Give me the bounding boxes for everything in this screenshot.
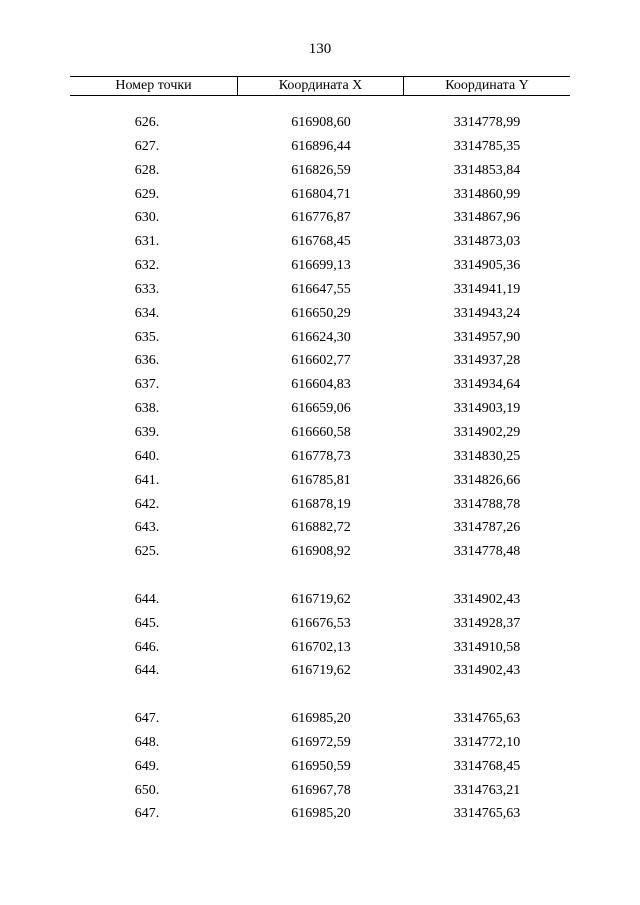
coordinate-y-cell: 3314910,58 xyxy=(453,639,521,655)
coordinate-y-cell: 3314905,36 xyxy=(453,258,521,274)
coordinate-y-cell: 3314860,99 xyxy=(453,186,521,202)
coordinate-y-cell: 3314957,90 xyxy=(453,329,521,345)
coordinate-y-cell: 3314768,45 xyxy=(453,758,521,774)
table-row xyxy=(70,731,570,755)
coordinate-y-cell: 3314867,96 xyxy=(453,210,521,226)
point-number-cell: 649. xyxy=(134,758,160,774)
coordinate-y-cell: 3314778,99 xyxy=(453,115,521,130)
coordinate-x-cell: 616719,62 xyxy=(291,663,351,679)
point-number-cell: 644. xyxy=(134,663,160,679)
point-number-cell: 647. xyxy=(134,806,160,822)
coordinate-y-cell: 3314772,10 xyxy=(453,734,521,750)
point-number-cell: 637. xyxy=(134,377,160,393)
point-number-cell: 642. xyxy=(134,496,160,512)
coordinate-y-cell: 3314928,37 xyxy=(453,615,521,631)
coordinate-y-cell: 3314934,64 xyxy=(453,377,521,393)
point-number-cell: 646. xyxy=(134,639,160,655)
coordinate-x-cell: 616602,77 xyxy=(291,353,351,369)
point-number-cell: 629. xyxy=(134,186,160,202)
point-number-cell: 648. xyxy=(134,734,160,750)
table-row xyxy=(70,588,570,612)
point-number-cell: 627. xyxy=(134,138,160,154)
table-row xyxy=(70,278,570,302)
coordinate-y-cell: 3314902,43 xyxy=(453,663,521,679)
table-row xyxy=(70,349,570,373)
coordinate-y-cell: 3314873,03 xyxy=(453,234,521,250)
coordinate-x-cell: 616950,59 xyxy=(291,758,351,774)
table-row xyxy=(70,779,570,803)
coordinate-x-cell: 616896,44 xyxy=(291,138,351,154)
point-number-cell: 640. xyxy=(134,448,160,464)
table-row xyxy=(70,636,570,660)
coordinate-x-cell: 616702,13 xyxy=(291,639,351,655)
header-coordinate-x: Координата X xyxy=(238,77,404,95)
group-separator xyxy=(70,564,570,588)
point-number-cell: 639. xyxy=(134,424,160,440)
table-row xyxy=(70,159,570,183)
table-row xyxy=(70,469,570,493)
coordinate-x-cell: 616604,83 xyxy=(291,377,351,393)
coordinate-x-cell: 616882,72 xyxy=(291,520,351,536)
table-row xyxy=(70,755,570,779)
table-row xyxy=(70,135,570,159)
table-row xyxy=(70,326,570,350)
point-number-cell: 631. xyxy=(134,234,160,250)
point-number-cell: 632. xyxy=(134,258,160,274)
group-separator xyxy=(70,683,570,707)
coordinate-x-cell: 616785,81 xyxy=(291,472,351,488)
point-number-cell: 650. xyxy=(134,782,160,798)
coordinate-x-cell: 616908,60 xyxy=(291,115,351,130)
coordinate-y-cell: 3314941,19 xyxy=(453,281,521,297)
point-number-cell: 625. xyxy=(134,544,160,560)
coordinate-x-cell: 616624,30 xyxy=(291,329,351,345)
point-number-cell: 626. xyxy=(134,115,160,130)
point-number-cell: 647. xyxy=(134,711,160,727)
coordinate-y-cell: 3314902,43 xyxy=(453,591,521,607)
header-point-number: Номер точки xyxy=(70,77,238,95)
point-number-cell: 643. xyxy=(134,520,160,536)
table-row xyxy=(70,659,570,683)
coordinate-y-cell: 3314778,48 xyxy=(453,544,521,560)
coordinate-y-cell: 3314785,35 xyxy=(453,138,521,154)
page-number: 130 xyxy=(308,41,332,57)
point-number-cell: 636. xyxy=(134,353,160,369)
coordinate-x-cell: 616804,71 xyxy=(291,186,351,202)
table-row xyxy=(70,445,570,469)
coordinate-y-cell: 3314943,24 xyxy=(453,305,521,321)
coordinate-x-cell: 616776,87 xyxy=(291,210,351,226)
table-row xyxy=(70,421,570,445)
coordinate-x-cell: 616878,19 xyxy=(291,496,351,512)
point-number-cell: 638. xyxy=(134,401,160,417)
coordinate-y-cell: 3314763,21 xyxy=(453,782,521,798)
coordinate-x-cell: 616650,29 xyxy=(291,305,351,321)
coordinate-x-cell: 616768,45 xyxy=(291,234,351,250)
coordinate-x-cell: 616699,13 xyxy=(291,258,351,274)
coordinate-y-cell: 3314902,29 xyxy=(453,424,521,440)
table-row xyxy=(70,802,570,826)
table-header xyxy=(70,76,570,96)
point-number-cell: 641. xyxy=(134,472,160,488)
point-number-cell: 633. xyxy=(134,281,160,297)
coordinate-y-cell: 3314853,84 xyxy=(453,162,521,178)
table-row xyxy=(70,111,570,135)
coordinate-x-cell: 616647,55 xyxy=(291,281,351,297)
coordinate-x-cell: 616660,58 xyxy=(291,424,351,440)
coordinate-y-cell: 3314826,66 xyxy=(453,472,521,488)
table-row xyxy=(70,302,570,326)
coordinate-x-cell: 616659,06 xyxy=(291,401,351,417)
table-row xyxy=(70,707,570,731)
header-coordinate-y: Координата Y xyxy=(445,78,529,93)
coordinate-x-cell: 616972,59 xyxy=(291,734,351,750)
point-number-cell: 644. xyxy=(134,591,160,607)
coordinate-y-cell: 3314765,63 xyxy=(453,711,521,727)
table-row xyxy=(70,206,570,230)
point-number-cell: 628. xyxy=(134,162,160,178)
coordinate-y-cell: 3314937,28 xyxy=(453,353,521,369)
point-number-cell: 645. xyxy=(134,615,160,631)
coordinate-x-cell: 616967,78 xyxy=(291,782,351,798)
coordinate-x-cell: 616826,59 xyxy=(291,162,351,178)
coordinate-x-cell: 616676,53 xyxy=(291,615,351,631)
table-row xyxy=(70,373,570,397)
table-row xyxy=(70,397,570,421)
point-number-cell: 635. xyxy=(134,329,160,345)
table-row xyxy=(70,230,570,254)
coordinate-x-cell: 616985,20 xyxy=(291,806,351,822)
coordinate-y-cell: 3314903,19 xyxy=(453,401,521,417)
point-number-cell: 630. xyxy=(134,210,160,226)
table-row xyxy=(70,612,570,636)
coordinates-table-body xyxy=(70,111,570,826)
table-row xyxy=(70,254,570,278)
table-row xyxy=(70,516,570,540)
coordinate-y-cell: 3314788,78 xyxy=(453,496,521,512)
coordinate-x-cell: 616985,20 xyxy=(291,711,351,727)
coordinate-x-cell: 616908,92 xyxy=(291,544,351,560)
coordinate-y-cell: 3314787,26 xyxy=(453,520,521,536)
table-row xyxy=(70,493,570,517)
table-row xyxy=(70,183,570,207)
coordinate-x-cell: 616719,62 xyxy=(291,591,351,607)
coordinate-y-cell: 3314765,63 xyxy=(453,806,521,822)
coordinate-y-cell: 3314830,25 xyxy=(453,448,521,464)
coordinate-x-cell: 616778,73 xyxy=(291,448,351,464)
table-row xyxy=(70,540,570,564)
point-number-cell: 634. xyxy=(134,305,160,321)
